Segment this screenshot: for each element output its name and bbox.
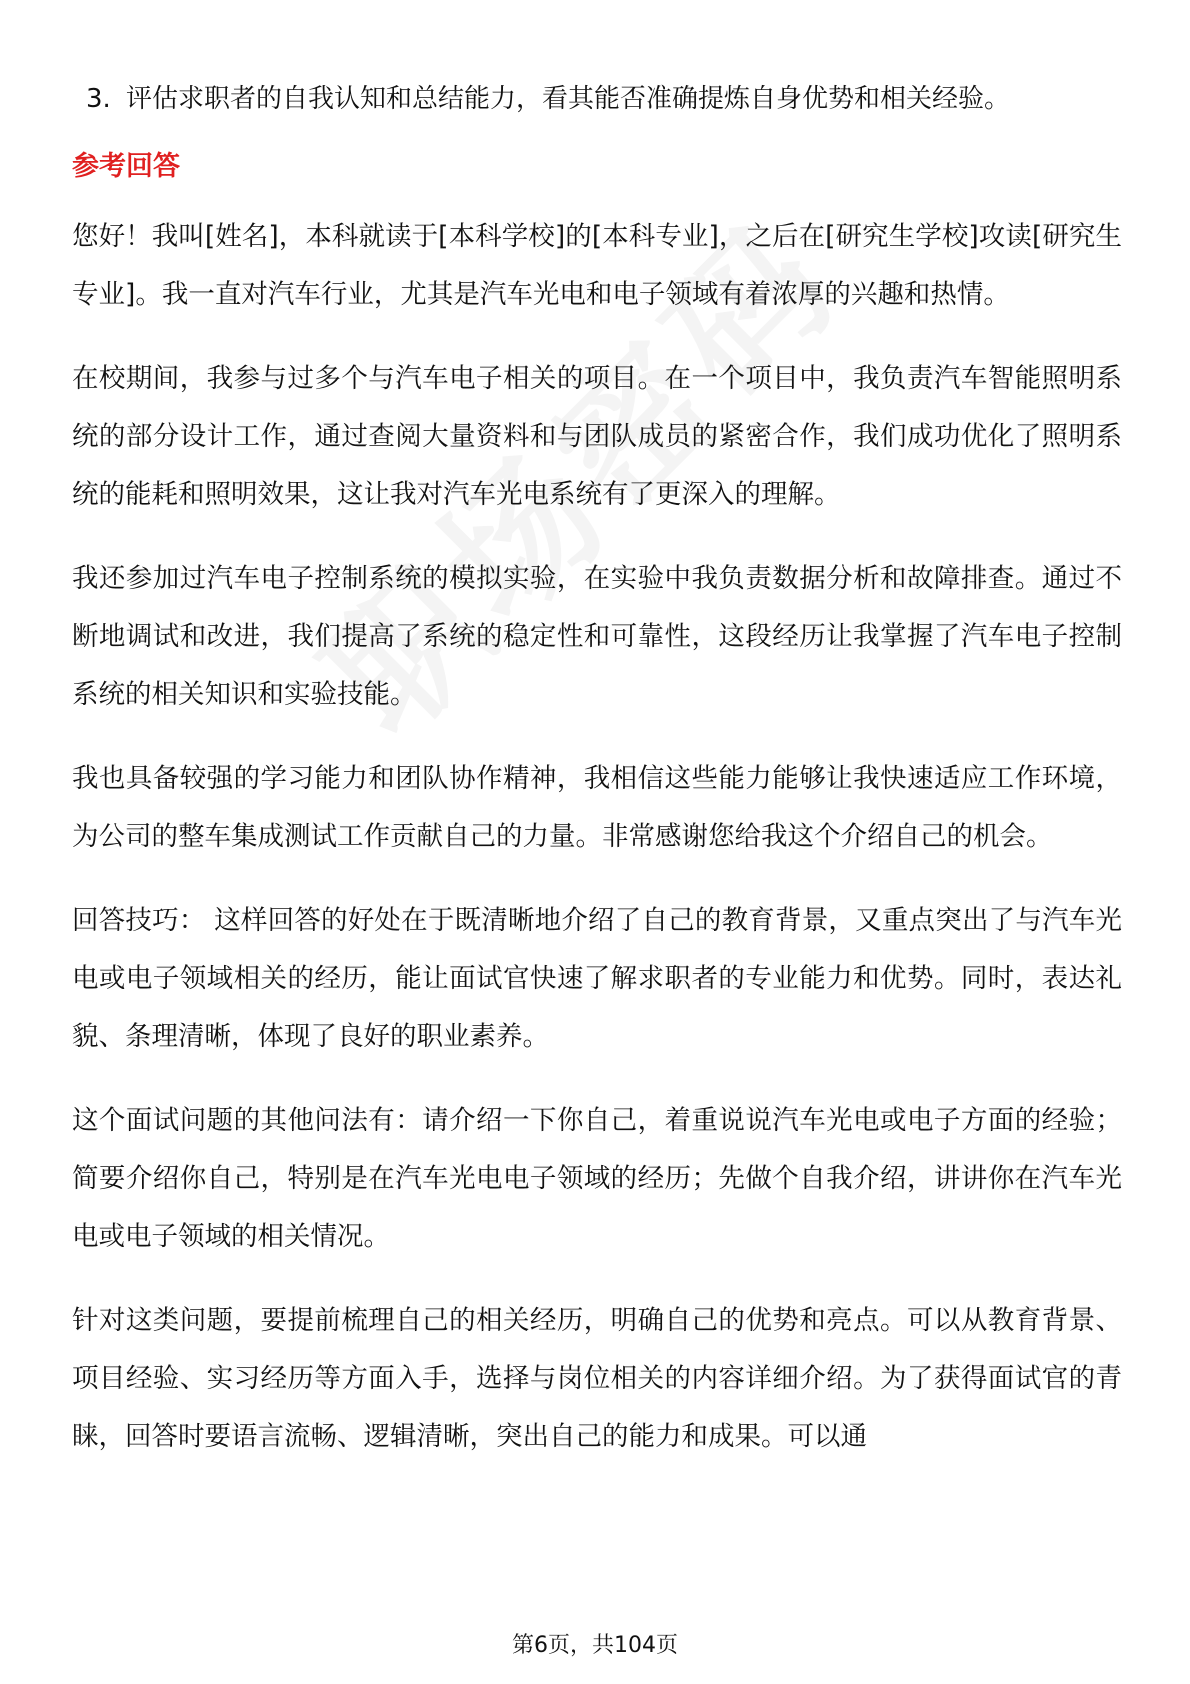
list-item-number: 3.	[86, 84, 111, 114]
paragraph-intro: 您好！我叫[姓名]，本科就读于[本科学校]的[本科专业]，之后在[研究生学校]攻读[研究生专业]。我一直对汽车行业，尤其是汽车光电和电子领域有着浓厚的兴趣和热情。	[72, 221, 1122, 310]
paragraph-experiment: 我还参加过汽车电子控制系统的模拟实验，在实验中我负责数据分析和故障排查。通过不断地调试和改进，我们提高了系统的稳定性和可靠性，这段经历让我掌握了汽车电子控制系统的相关知识和实验技能。	[72, 563, 1122, 710]
page-content	[72, 70, 1122, 1492]
paragraph-answer-tips: 回答技巧： 这样回答的好处在于既清晰地介绍了自己的教育背景，又重点突出了与汽车光电或电子领域相关的经历，能让面试官快速了解求职者的专业能力和优势。同时，表达礼貌、条理清晰，体现了良好的职业素养。	[72, 905, 1122, 1052]
list-item-text: 评估求职者的自我认知和总结能力，看其能否准确提炼自身优势和相关经验。	[126, 84, 1011, 114]
paragraph-preparation-advice: 针对这类问题，要提前梳理自己的相关经历，明确自己的优势和亮点。可以从教育背景、项目经验、实习经历等方面入手，选择与岗位相关的内容详细介绍。为了获得面试官的青睐，回答时要语言流畅、逻辑清晰，突出自己的能力和成果。可以通	[72, 1305, 1122, 1452]
paragraph-school-project: 在校期间，我参与过多个与汽车电子相关的项目。在一个项目中，我负责汽车智能照明系统的部分设计工作，通过查阅大量资料和与团队成员的紧密合作，我们成功优化了照明系统的能耗和照明效果，这让我对汽车光电系统有了更深入的理解。	[72, 363, 1122, 510]
paragraph-alternative-questions: 这个面试问题的其他问法有：请介绍一下你自己，着重说说汽车光电或电子方面的经验；简要介绍你自己，特别是在汽车光电电子领域的经历；先做个自我介绍，讲讲你在汽车光电或电子领域的相关情况。	[72, 1105, 1122, 1252]
section-heading: 参考回答	[72, 151, 180, 182]
paragraph-abilities: 我也具备较强的学习能力和团队协作精神，我相信这些能力能够让我快速适应工作环境，为公司的整车集成测试工作贡献自己的力量。非常感谢您给我这个介绍自己的机会。	[72, 763, 1122, 852]
page-number-footer: 第6页，共104页	[512, 1633, 678, 1658]
list-item	[86, 70, 1122, 128]
